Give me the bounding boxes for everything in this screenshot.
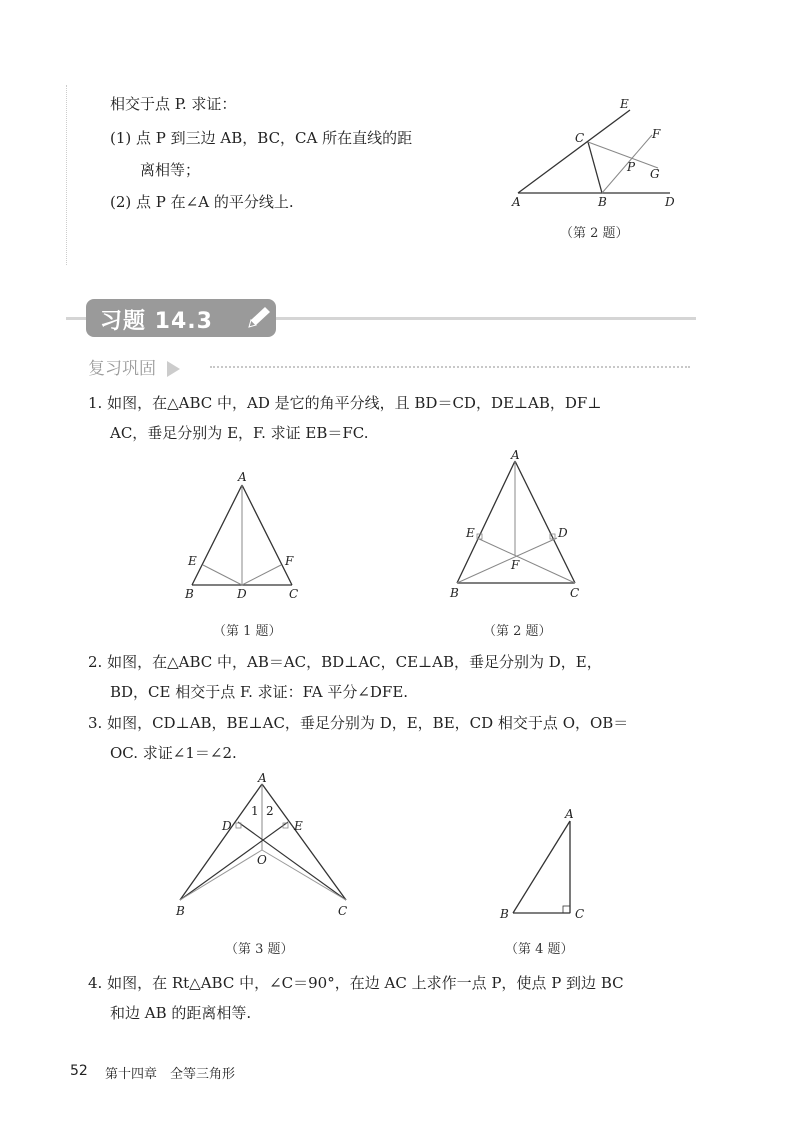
- top-fig-label-a: A: [512, 195, 521, 209]
- figure-3-caption: （第 3 题）: [225, 942, 294, 957]
- problem-1-line-1: 1. 如图，在△ABC 中，AD 是它的角平分线，且 BD＝CD，DE⊥AB，DF⊥: [88, 394, 602, 412]
- fig4-label-a: A: [565, 807, 574, 821]
- top-fig-label-c: C: [575, 131, 585, 145]
- top-fig-label-e: E: [620, 97, 629, 111]
- problem-2-line-2: BD，CE 相交于点 F. 求证：FA 平分∠DFE.: [110, 683, 409, 701]
- fig3-label-a: A: [258, 771, 267, 785]
- fig3-label-c: C: [338, 904, 348, 918]
- figure-4-caption: （第 4 题）: [505, 942, 574, 957]
- top-fig-label-d: D: [665, 195, 675, 209]
- fig2-label-a: A: [511, 448, 520, 462]
- fig3-label-b: B: [176, 904, 185, 918]
- fig3-label-2: 2: [266, 804, 274, 818]
- fig2-label-b: B: [450, 586, 459, 600]
- fig2-label-e: E: [466, 526, 475, 540]
- top-text-line-2: (1) 点 P 到三边 AB，BC，CA 所在直线的距: [110, 129, 413, 147]
- fig1-label-d: D: [237, 587, 247, 601]
- fig4-label-c: C: [575, 907, 585, 921]
- fig3-label-1: 1: [251, 804, 259, 818]
- problem-4-line-2: 和边 AB 的距离相等.: [110, 1004, 252, 1022]
- subsection-title-text: 复习巩固: [88, 359, 156, 379]
- top-fig-label-b: B: [598, 195, 607, 209]
- problem-3-line-2: OC. 求证∠1＝∠2.: [110, 744, 237, 762]
- play-arrow-icon: [167, 361, 180, 377]
- section-title: 习题 14.3: [100, 309, 213, 334]
- top-figure: [500, 90, 700, 220]
- figure-2-caption: （第 2 题）: [483, 624, 552, 639]
- subsection-title: [88, 354, 180, 379]
- fig1-label-b: B: [185, 587, 194, 601]
- top-text-line-3: 离相等；: [140, 161, 201, 179]
- top-text-line-4: (2) 点 P 在∠A 的平分线上.: [110, 193, 294, 211]
- fig3-label-o: O: [257, 853, 267, 867]
- figure-4: [495, 805, 595, 925]
- subsection-dotted-rule: [210, 366, 690, 368]
- fig3-label-e: E: [294, 819, 303, 833]
- problem-3-line-1: 3. 如图，CD⊥AB，BE⊥AC，垂足分别为 D，E，BE，CD 相交于点 O，OB＝: [88, 714, 629, 732]
- pencil-icon: [243, 303, 273, 333]
- fig4-label-b: B: [500, 907, 509, 921]
- figure-1-caption: （第 1 题）: [213, 624, 282, 639]
- top-figure-caption: （第 2 题）: [560, 226, 629, 241]
- figure-3: [170, 770, 360, 920]
- fig1-label-a: A: [238, 470, 247, 484]
- problem-4-line-1: 4. 如图，在 Rt△ABC 中，∠C＝90°，在边 AC 上求作一点 P，使点 P 到边 BC: [88, 974, 624, 992]
- fig1-label-e: E: [188, 554, 197, 568]
- fig1-label-f: F: [285, 554, 294, 568]
- top-fig-label-g: G: [650, 167, 660, 181]
- top-fig-label-f: F: [652, 127, 661, 141]
- chapter-title: 第十四章 全等三角形: [105, 1067, 236, 1082]
- fig1-label-c: C: [289, 587, 299, 601]
- top-text-line-1: 相交于点 P. 求证：: [110, 95, 237, 113]
- fig2-label-d: D: [558, 526, 568, 540]
- fig2-label-f: F: [511, 558, 520, 572]
- problem-1-line-2: AC，垂足分别为 E，F. 求证 EB＝FC.: [110, 424, 369, 442]
- page-number: 52: [70, 1063, 88, 1079]
- figure-2: [440, 445, 590, 605]
- fig3-label-d: D: [222, 819, 232, 833]
- figure-1: [180, 465, 310, 610]
- fig2-label-c: C: [570, 586, 580, 600]
- problem-2-line-1: 2. 如图，在△ABC 中，AB＝AC，BD⊥AC，CE⊥AB，垂足分别为 D，E，: [88, 653, 602, 671]
- top-fig-label-p: P: [627, 160, 636, 174]
- left-margin-rule: [66, 85, 67, 265]
